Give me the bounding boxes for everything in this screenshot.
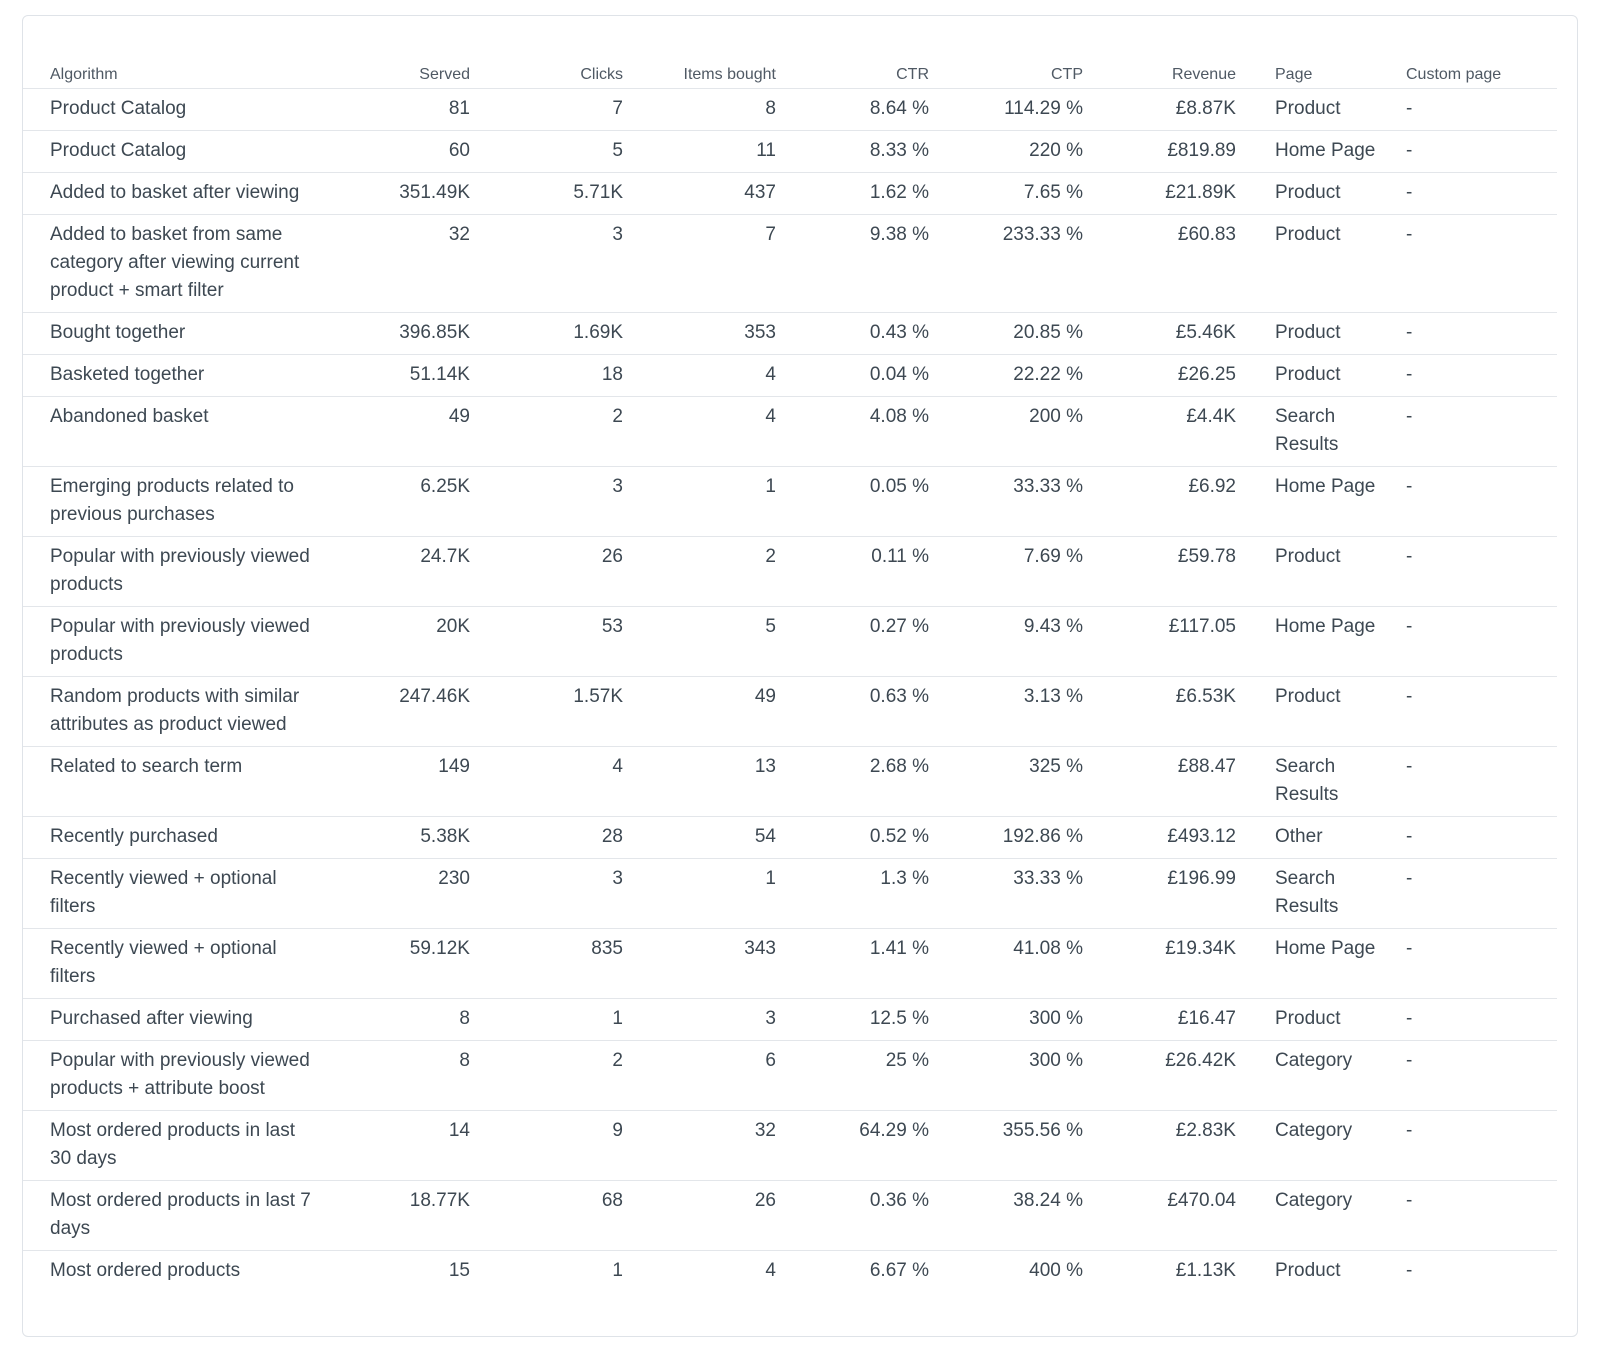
cell-items-bought: 6 bbox=[623, 1041, 776, 1111]
cell-items-bought: 26 bbox=[623, 1181, 776, 1251]
table-row[interactable] bbox=[23, 859, 1557, 929]
cell-ctp: 38.24 % bbox=[929, 1181, 1083, 1251]
cell-custom-page: - bbox=[1389, 999, 1557, 1041]
cell-ctp: 300 % bbox=[929, 1041, 1083, 1111]
cell-algorithm: Popular with previously viewed products bbox=[23, 607, 343, 677]
cell-items-bought: 3 bbox=[623, 999, 776, 1041]
cell-page: Search Results bbox=[1236, 397, 1389, 467]
cell-custom-page: - bbox=[1389, 89, 1557, 131]
cell-algorithm: Product Catalog bbox=[23, 131, 343, 173]
table-row[interactable] bbox=[23, 747, 1557, 817]
cell-ctr: 0.36 % bbox=[776, 1181, 929, 1251]
cell-ctr: 0.63 % bbox=[776, 677, 929, 747]
table-body bbox=[23, 89, 1557, 1293]
cell-page: Product bbox=[1236, 89, 1389, 131]
cell-ctp: 114.29 % bbox=[929, 89, 1083, 131]
cell-ctp: 20.85 % bbox=[929, 313, 1083, 355]
cell-served: 230 bbox=[343, 859, 470, 929]
cell-clicks: 9 bbox=[470, 1111, 623, 1181]
cell-custom-page: - bbox=[1389, 1181, 1557, 1251]
cell-items-bought: 11 bbox=[623, 131, 776, 173]
cell-custom-page: - bbox=[1406, 1260, 1413, 1281]
cell-clicks: 1 bbox=[612, 1260, 623, 1281]
cell-served: 351.49K bbox=[343, 173, 470, 215]
cell-ctr: 6.67 % bbox=[869, 1260, 929, 1281]
cell-custom-page: - bbox=[1389, 355, 1557, 397]
cell-algorithm: Most ordered products in last 7 days bbox=[23, 1181, 343, 1251]
cell-revenue: £196.99 bbox=[1083, 859, 1236, 929]
table-row[interactable] bbox=[23, 817, 1557, 859]
cell-clicks: 3 bbox=[470, 467, 623, 537]
table-row[interactable] bbox=[23, 677, 1557, 747]
cell-page: Product bbox=[1236, 355, 1389, 397]
cell-served: 5.38K bbox=[343, 817, 470, 859]
cell-page: Product bbox=[1236, 215, 1389, 313]
cell-ctp: 3.13 % bbox=[929, 677, 1083, 747]
table-row[interactable] bbox=[23, 467, 1557, 537]
table-row[interactable] bbox=[23, 355, 1557, 397]
algorithm-stats-card bbox=[22, 15, 1578, 1337]
cell-revenue: £26.25 bbox=[1083, 355, 1236, 397]
table-row[interactable] bbox=[23, 929, 1557, 999]
cell-revenue: £88.47 bbox=[1083, 747, 1236, 817]
table-row[interactable] bbox=[23, 537, 1557, 607]
cell-algorithm: Emerging products related to previous purchases bbox=[23, 467, 343, 537]
cell-items-bought: 1 bbox=[623, 467, 776, 537]
cell-ctp: 7.65 % bbox=[929, 173, 1083, 215]
cell-clicks: 1.57K bbox=[470, 677, 623, 747]
cell-page: Product bbox=[1275, 1260, 1341, 1281]
cell-items-bought: 343 bbox=[623, 929, 776, 999]
cell-served: 8 bbox=[343, 999, 470, 1041]
cell-served: 14 bbox=[343, 1111, 470, 1181]
cell-served: 49 bbox=[343, 397, 470, 467]
cell-revenue: £21.89K bbox=[1083, 173, 1236, 215]
cell-clicks: 1.69K bbox=[470, 313, 623, 355]
cell-ctp: 33.33 % bbox=[929, 467, 1083, 537]
cell-ctp: 22.22 % bbox=[929, 355, 1083, 397]
cell-ctr: 0.43 % bbox=[776, 313, 929, 355]
cell-clicks: 5 bbox=[470, 131, 623, 173]
cell-revenue: £59.78 bbox=[1083, 537, 1236, 607]
cell-ctp: 233.33 % bbox=[929, 215, 1083, 313]
cell-ctp: 220 % bbox=[929, 131, 1083, 173]
table-row[interactable] bbox=[23, 173, 1557, 215]
cell-revenue: £2.83K bbox=[1083, 1111, 1236, 1181]
cell-items-bought: 5 bbox=[623, 607, 776, 677]
cell-ctr: 0.52 % bbox=[776, 817, 929, 859]
cell-algorithm: Added to basket after viewing bbox=[23, 173, 343, 215]
cell-served: 60 bbox=[343, 131, 470, 173]
column-header-page[interactable]: Page bbox=[1236, 46, 1389, 89]
cell-items-bought: 2 bbox=[623, 537, 776, 607]
cell-clicks: 28 bbox=[470, 817, 623, 859]
cell-page: Home Page bbox=[1236, 929, 1389, 999]
cell-revenue: £4.4K bbox=[1083, 397, 1236, 467]
cell-clicks: 2 bbox=[470, 1041, 623, 1111]
cell-ctp: 400 % bbox=[1029, 1260, 1083, 1281]
cell-ctr: 12.5 % bbox=[776, 999, 929, 1041]
cell-ctr: 0.04 % bbox=[776, 355, 929, 397]
cell-items-bought: 32 bbox=[623, 1111, 776, 1181]
cell-items-bought: 13 bbox=[623, 747, 776, 817]
cell-served: 20K bbox=[343, 607, 470, 677]
cell-page: Product bbox=[1236, 173, 1389, 215]
cell-clicks: 7 bbox=[470, 89, 623, 131]
cell-custom-page: - bbox=[1389, 131, 1557, 173]
cell-clicks: 835 bbox=[470, 929, 623, 999]
cell-page: Search Results bbox=[1236, 859, 1389, 929]
cell-clicks: 1 bbox=[470, 999, 623, 1041]
cell-custom-page: - bbox=[1389, 313, 1557, 355]
column-header-ctp[interactable]: CTP bbox=[929, 46, 1083, 89]
table-row[interactable] bbox=[23, 215, 1557, 313]
cell-items-bought: 437 bbox=[623, 173, 776, 215]
cell-items-bought: 4 bbox=[623, 355, 776, 397]
cell-page: Category bbox=[1236, 1111, 1389, 1181]
cell-custom-page: - bbox=[1389, 677, 1557, 747]
cell-revenue: £8.87K bbox=[1083, 89, 1236, 131]
cell-algorithm: Basketed together bbox=[23, 355, 343, 397]
cell-page: Search Results bbox=[1236, 747, 1389, 817]
cell-clicks: 3 bbox=[470, 859, 623, 929]
cell-clicks: 5.71K bbox=[470, 173, 623, 215]
cell-custom-page: - bbox=[1389, 747, 1557, 817]
cell-served: 81 bbox=[343, 89, 470, 131]
cell-served: 247.46K bbox=[343, 677, 470, 747]
cell-page: Home Page bbox=[1236, 607, 1389, 677]
cell-clicks: 26 bbox=[470, 537, 623, 607]
cell-items-bought: 353 bbox=[623, 313, 776, 355]
cell-ctp: 300 % bbox=[929, 999, 1083, 1041]
cell-algorithm: Related to search term bbox=[23, 747, 343, 817]
cell-custom-page: - bbox=[1389, 607, 1557, 677]
cell-custom-page: - bbox=[1389, 1111, 1557, 1181]
cell-page: Product bbox=[1236, 999, 1389, 1041]
table-row[interactable] bbox=[23, 1251, 1557, 1293]
column-header-algorithm[interactable]: Algorithm bbox=[23, 46, 343, 89]
cell-ctr: 1.62 % bbox=[776, 173, 929, 215]
cell-custom-page: - bbox=[1389, 537, 1557, 607]
table-header bbox=[23, 46, 1557, 89]
cell-clicks: 2 bbox=[470, 397, 623, 467]
cell-served: 51.14K bbox=[343, 355, 470, 397]
cell-served: 15 bbox=[448, 1260, 470, 1281]
cell-ctr: 0.11 % bbox=[776, 537, 929, 607]
cell-page: Product bbox=[1236, 313, 1389, 355]
cell-ctr: 8.64 % bbox=[776, 89, 929, 131]
cell-ctp: 355.56 % bbox=[929, 1111, 1083, 1181]
cell-ctr: 9.38 % bbox=[776, 215, 929, 313]
cell-custom-page: - bbox=[1389, 397, 1557, 467]
cell-served: 59.12K bbox=[343, 929, 470, 999]
cell-algorithm: Popular with previously viewed products + attribute boost bbox=[23, 1041, 343, 1111]
cell-items-bought: 4 bbox=[623, 397, 776, 467]
cell-ctp: 192.86 % bbox=[929, 817, 1083, 859]
cell-ctr: 0.27 % bbox=[776, 607, 929, 677]
cell-revenue: £6.53K bbox=[1083, 677, 1236, 747]
cell-revenue: £470.04 bbox=[1083, 1181, 1236, 1251]
cell-ctr: 64.29 % bbox=[776, 1111, 929, 1181]
cell-ctr: 4.08 % bbox=[776, 397, 929, 467]
cell-algorithm: Recently viewed + optional filters bbox=[23, 929, 343, 999]
cell-clicks: 68 bbox=[470, 1181, 623, 1251]
cell-algorithm: Random products with similar attributes as product viewed bbox=[23, 677, 343, 747]
cell-ctp: 7.69 % bbox=[929, 537, 1083, 607]
table-row[interactable] bbox=[23, 131, 1557, 173]
table-row[interactable] bbox=[23, 89, 1557, 131]
column-header-served[interactable]: Served bbox=[343, 46, 470, 89]
cell-served: 8 bbox=[343, 1041, 470, 1111]
column-header-clicks[interactable]: Clicks bbox=[470, 46, 623, 89]
cell-custom-page: - bbox=[1389, 173, 1557, 215]
cell-algorithm: Added to basket from same category after viewing current product + smart filter bbox=[23, 215, 343, 313]
cell-ctr: 1.41 % bbox=[776, 929, 929, 999]
cell-revenue: £16.47 bbox=[1083, 999, 1236, 1041]
table-row[interactable] bbox=[23, 1111, 1557, 1181]
cell-page: Home Page bbox=[1236, 467, 1389, 537]
cell-page: Category bbox=[1236, 1041, 1389, 1111]
cell-ctr: 1.3 % bbox=[776, 859, 929, 929]
cell-custom-page: - bbox=[1389, 467, 1557, 537]
table-row[interactable] bbox=[23, 1041, 1557, 1111]
table-row[interactable] bbox=[23, 607, 1557, 677]
cell-ctr: 2.68 % bbox=[776, 747, 929, 817]
cell-ctr: 8.33 % bbox=[776, 131, 929, 173]
cell-served: 18.77K bbox=[343, 1181, 470, 1251]
column-header-items-bought[interactable]: Items bought bbox=[623, 46, 776, 89]
cell-items-bought: 7 bbox=[623, 215, 776, 313]
cell-revenue: £1.13K bbox=[1175, 1260, 1236, 1281]
cell-page: Category bbox=[1236, 1181, 1389, 1251]
cell-algorithm: Recently viewed + optional filters bbox=[23, 859, 343, 929]
column-header-revenue[interactable]: Revenue bbox=[1083, 46, 1236, 89]
cell-items-bought: 8 bbox=[623, 89, 776, 131]
cell-revenue: £6.92 bbox=[1083, 467, 1236, 537]
table-row[interactable] bbox=[23, 313, 1557, 355]
cell-ctp: 200 % bbox=[929, 397, 1083, 467]
cell-custom-page: - bbox=[1389, 817, 1557, 859]
cell-ctp: 33.33 % bbox=[929, 859, 1083, 929]
cell-revenue: £117.05 bbox=[1083, 607, 1236, 677]
cell-served: 149 bbox=[343, 747, 470, 817]
cell-custom-page: - bbox=[1389, 215, 1557, 313]
cell-page: Other bbox=[1236, 817, 1389, 859]
cell-page: Home Page bbox=[1236, 131, 1389, 173]
cell-ctp: 41.08 % bbox=[929, 929, 1083, 999]
column-header-ctr[interactable]: CTR bbox=[776, 46, 929, 89]
cell-algorithm: Popular with previously viewed products bbox=[23, 537, 343, 607]
cell-algorithm: Bought together bbox=[23, 313, 343, 355]
cell-algorithm: Most ordered products bbox=[50, 1260, 241, 1281]
column-header-custom-page[interactable]: Custom page bbox=[1389, 46, 1557, 89]
cell-custom-page: - bbox=[1389, 929, 1557, 999]
cell-items-bought: 49 bbox=[623, 677, 776, 747]
cell-revenue: £819.89 bbox=[1083, 131, 1236, 173]
cell-revenue: £26.42K bbox=[1083, 1041, 1236, 1111]
algorithm-stats-table bbox=[23, 46, 1557, 1292]
table-row[interactable] bbox=[23, 999, 1557, 1041]
cell-revenue: £5.46K bbox=[1083, 313, 1236, 355]
cell-revenue: £19.34K bbox=[1083, 929, 1236, 999]
cell-clicks: 53 bbox=[470, 607, 623, 677]
cell-algorithm: Purchased after viewing bbox=[23, 999, 343, 1041]
cell-served: 24.7K bbox=[343, 537, 470, 607]
cell-page: Product bbox=[1236, 537, 1389, 607]
cell-custom-page: - bbox=[1389, 859, 1557, 929]
table-row[interactable] bbox=[23, 397, 1557, 467]
cell-algorithm: Recently purchased bbox=[23, 817, 343, 859]
cell-revenue: £493.12 bbox=[1083, 817, 1236, 859]
cell-served: 32 bbox=[343, 215, 470, 313]
cell-items-bought: 1 bbox=[623, 859, 776, 929]
cell-clicks: 18 bbox=[470, 355, 623, 397]
cell-items-bought: 54 bbox=[623, 817, 776, 859]
table-row[interactable] bbox=[23, 1181, 1557, 1251]
cell-served: 396.85K bbox=[343, 313, 470, 355]
cell-ctr: 25 % bbox=[776, 1041, 929, 1111]
cell-revenue: £60.83 bbox=[1083, 215, 1236, 313]
cell-algorithm: Most ordered products in last 30 days bbox=[23, 1111, 343, 1181]
cell-served: 6.25K bbox=[343, 467, 470, 537]
cell-ctp: 9.43 % bbox=[929, 607, 1083, 677]
cell-ctr: 0.05 % bbox=[776, 467, 929, 537]
cell-items-bought: 4 bbox=[765, 1260, 776, 1281]
header-row bbox=[23, 46, 1557, 89]
cell-clicks: 4 bbox=[470, 747, 623, 817]
cell-algorithm: Abandoned basket bbox=[23, 397, 343, 467]
cell-custom-page: - bbox=[1389, 1041, 1557, 1111]
cell-clicks: 3 bbox=[470, 215, 623, 313]
cell-ctp: 325 % bbox=[929, 747, 1083, 817]
cell-page: Product bbox=[1236, 677, 1389, 747]
cell-algorithm: Product Catalog bbox=[23, 89, 343, 131]
